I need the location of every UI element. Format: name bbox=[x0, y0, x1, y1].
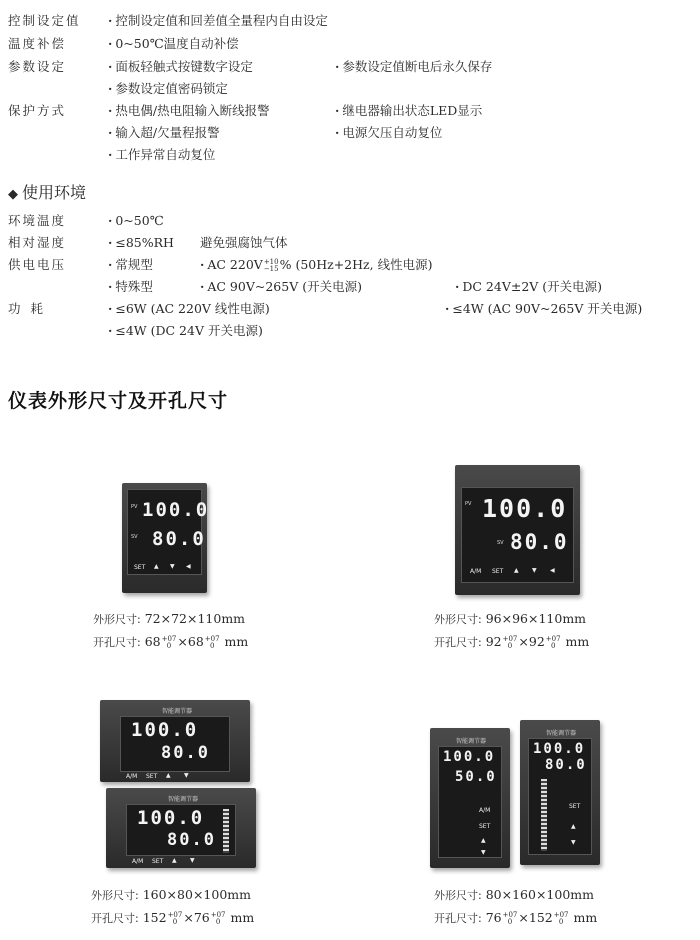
sv-label: SV bbox=[131, 534, 138, 540]
meter-display bbox=[127, 489, 210, 575]
spec-item: · 热电偶/热电阻输入断线报警 bbox=[108, 103, 270, 118]
up-arrow-icon: ▲ bbox=[514, 567, 519, 574]
shift-arrow-icon: ◀ bbox=[186, 563, 191, 570]
bargraph bbox=[541, 779, 547, 851]
pv-readout: 100.0 bbox=[443, 749, 496, 765]
am-button: A/M bbox=[132, 858, 144, 865]
meter-image-160x80-bottom bbox=[106, 788, 256, 868]
sv-readout: 80.0 bbox=[152, 528, 206, 550]
up-arrow-icon: ▲ bbox=[166, 772, 171, 779]
meter-72-cut-caption: 开孔尺寸: 68 +07 0 ×68 +07 0 mm bbox=[93, 634, 249, 650]
down-arrow-icon: ▼ bbox=[571, 839, 576, 846]
pv-readout: 100.0 bbox=[131, 719, 199, 741]
up-arrow-icon: ▲ bbox=[172, 857, 177, 864]
spec-item: · 工作异常自动复位 bbox=[108, 147, 216, 162]
env-heading: ◆ 使用环境 bbox=[8, 183, 87, 202]
set-button: SET bbox=[134, 564, 146, 571]
power-ac-special: · AC 90V~265V (开关电源) bbox=[200, 279, 362, 294]
meter-display bbox=[120, 716, 230, 772]
meter-title: 智能调节器 bbox=[162, 708, 193, 715]
meter-display bbox=[126, 804, 236, 856]
up-arrow-icon: ▲ bbox=[481, 837, 486, 844]
spec-item: · 0~50℃温度自动补偿 bbox=[108, 36, 239, 51]
consumption-item: · ≤6W (AC 220V 线性电源) bbox=[108, 301, 270, 316]
pv-label: PV bbox=[131, 504, 138, 510]
meter-title: 智能调节器 bbox=[546, 730, 577, 737]
meter-title: 智能调节器 bbox=[456, 738, 487, 745]
meter-title: 智能调节器 bbox=[168, 796, 199, 803]
spec-label: 参数设定 bbox=[8, 59, 67, 74]
pv-label: PV bbox=[465, 501, 472, 507]
spec-item: · 参数设定值密码锁定 bbox=[108, 81, 228, 96]
sv-readout: 80.0 bbox=[161, 743, 210, 763]
am-button: A/M bbox=[479, 807, 491, 814]
set-button: SET bbox=[492, 568, 504, 575]
set-button: SET bbox=[479, 823, 491, 830]
pv-readout: 100.0 bbox=[482, 494, 568, 523]
env-label: 环境温度 bbox=[8, 213, 67, 228]
meter-96-outer-caption: 外形尺寸: 96×96×110mm bbox=[434, 611, 587, 626]
meter-image-96 bbox=[455, 465, 580, 595]
sv-label: SV bbox=[497, 540, 504, 546]
down-arrow-icon: ▼ bbox=[184, 772, 189, 779]
env-label: 功耗 bbox=[8, 301, 54, 316]
meter-display bbox=[461, 487, 574, 583]
power-type: · 特殊型 bbox=[108, 279, 153, 294]
pv-readout: 100.0 bbox=[533, 741, 586, 757]
consumption-item: · ≤4W (DC 24V 开关电源) bbox=[108, 323, 263, 338]
set-button: SET bbox=[146, 773, 158, 780]
consumption-item: · ≤4W (AC 90V~265V 开关电源) bbox=[445, 301, 643, 316]
up-arrow-icon: ▲ bbox=[154, 563, 159, 570]
meter-image-80x160-right bbox=[520, 720, 600, 865]
spec-item: · 面板轻触式按键数字设定 bbox=[108, 59, 253, 74]
tolerance-fraction: +10 −15 bbox=[263, 257, 279, 273]
spec-item: · 参数设定值断电后永久保存 bbox=[335, 59, 493, 74]
set-button: SET bbox=[569, 803, 581, 810]
spec-item: · 控制设定值和回差值全量程内自由设定 bbox=[108, 13, 328, 28]
meter-display bbox=[528, 738, 592, 855]
meter-160x80-outer-caption: 外形尺寸: 160×80×100mm bbox=[91, 887, 251, 902]
set-button: SET bbox=[152, 858, 164, 865]
down-arrow-icon: ▼ bbox=[190, 857, 195, 864]
meter-80x160-outer-caption: 外形尺寸: 80×160×100mm bbox=[434, 887, 594, 902]
down-arrow-icon: ▼ bbox=[532, 567, 537, 574]
shift-arrow-icon: ◀ bbox=[550, 567, 555, 574]
env-note: 避免强腐蚀气体 bbox=[200, 235, 288, 250]
spec-item: · 继电器输出状态LED显示 bbox=[335, 103, 483, 118]
sv-readout: 80.0 bbox=[510, 530, 569, 554]
meter-72-outer-caption: 外形尺寸: 72×72×110mm bbox=[93, 611, 246, 626]
meter-display bbox=[438, 746, 502, 858]
power-dc: · DC 24V±2V (开关电源) bbox=[455, 279, 603, 294]
power-type: · 常规型 bbox=[108, 257, 153, 272]
spec-label: 温度补偿 bbox=[8, 36, 67, 51]
meter-96-cut-caption: 开孔尺寸: 92 +07 0 ×92 +07 0 mm bbox=[434, 634, 590, 650]
env-value: · ≤85%RH bbox=[108, 235, 174, 250]
pv-readout: 100.0 bbox=[142, 499, 210, 521]
sv-readout: 50.0 bbox=[455, 769, 497, 785]
env-label: 供电电压 bbox=[8, 257, 67, 272]
spec-label: 保护方式 bbox=[8, 103, 67, 118]
section-title: 仪表外形尺寸及开孔尺寸 bbox=[8, 390, 229, 412]
meter-80x160-cut-caption: 开孔尺寸: 76 +07 0 ×152 +07 0 mm bbox=[434, 910, 598, 926]
bargraph bbox=[223, 809, 229, 853]
spec-item: · 电源欠压自动复位 bbox=[335, 125, 443, 140]
down-arrow-icon: ▼ bbox=[170, 563, 175, 570]
meter-image-80x160-left bbox=[430, 728, 510, 868]
env-value: · 0~50℃ bbox=[108, 213, 164, 228]
spec-label: 控制设定值 bbox=[8, 13, 81, 28]
down-arrow-icon: ▼ bbox=[481, 849, 486, 856]
am-button: A/M bbox=[470, 568, 482, 575]
power-ac-normal: · AC 220V +10 −15 % (50Hz+2Hz, 线性电源) bbox=[200, 257, 433, 273]
up-arrow-icon: ▲ bbox=[571, 823, 576, 830]
sv-readout: 80.0 bbox=[545, 757, 587, 773]
meter-image-72 bbox=[122, 483, 210, 593]
spec-item: · 输入超/欠量程报警 bbox=[108, 125, 220, 140]
sv-readout: 80.0 bbox=[167, 830, 216, 850]
diamond-icon: ◆ bbox=[8, 187, 18, 202]
env-label: 相对湿度 bbox=[8, 235, 67, 250]
pv-readout: 100.0 bbox=[137, 807, 205, 829]
am-button: A/M bbox=[126, 773, 138, 780]
meter-image-160x80-top bbox=[100, 700, 250, 782]
meter-160x80-cut-caption: 开孔尺寸: 152 +07 0 ×76 +07 0 mm bbox=[91, 910, 255, 926]
